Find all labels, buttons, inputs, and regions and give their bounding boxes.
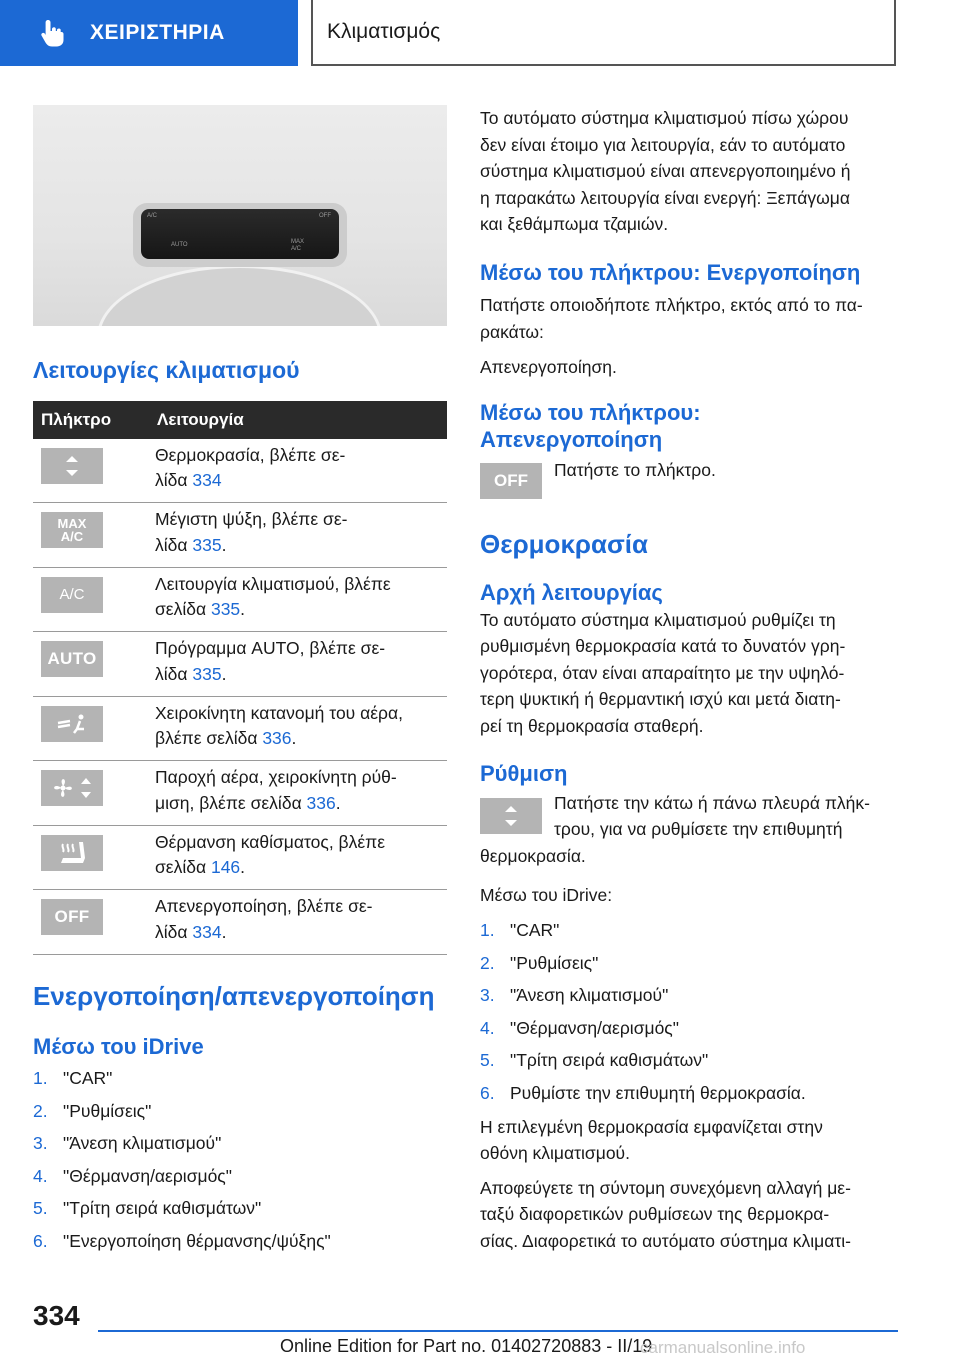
row-description: Λειτουργία κλιματισμού, βλέπε σελίδα 335. bbox=[155, 573, 391, 620]
temperature-up-down-icon bbox=[41, 448, 103, 484]
table-row bbox=[33, 890, 447, 955]
setting-paragraph: Πατήστε την κάτω ή πάνω πλευρά πλήκ- τρου, για να ρυθμίσετε την επιθυμητή θερμοκρασία. bbox=[480, 792, 870, 867]
page-link[interactable]: 334 bbox=[192, 921, 222, 942]
list-item: 5. "Τρίτη σειρά καθισμάτων" bbox=[480, 1050, 709, 1071]
idrive-steps-list bbox=[33, 1062, 447, 1257]
temperature-heading: Θερμοκρασία bbox=[480, 528, 648, 559]
principle-paragraph: Το αυτόματο σύστημα κλιματισμού ρυθμίζει τη ρυθμισμένη θερμοκρασία κατά το δυνατόν γρη- γορότερα, όταν είναι απαραίτητο με την υψηλό- τερη ψυκτική ή θερμαντική ισχύ και μετά διατη- ρεί τη θερμοκρασία σταθερή. bbox=[480, 609, 846, 736]
seat-heating-icon bbox=[41, 835, 103, 871]
key-deactivate-block bbox=[480, 455, 898, 505]
list-item: 3. "Άνεση κλιματισμού" bbox=[480, 985, 669, 1006]
principle-heading: Αρχή λειτουργίας bbox=[480, 580, 663, 606]
avoid-paragraph: Αποφεύγετε τη σύντομη συνεχόμενη αλλαγή με- ταξύ διαφορετικών ρυθμίσεων της θερμοκρα- σίας. Διαφορετικά το αυτόματο σύστημα κλιματι- bbox=[480, 1177, 851, 1251]
hand-pointer-icon bbox=[38, 18, 68, 48]
table-header bbox=[33, 401, 447, 439]
table-row bbox=[33, 697, 447, 762]
setting-block bbox=[480, 790, 898, 870]
off-icon: OFF bbox=[41, 899, 103, 935]
page-link[interactable]: 335 bbox=[192, 534, 222, 555]
row-description: Απενεργοποίηση, βλέπε σε- λίδα 334. bbox=[155, 896, 373, 942]
table-row bbox=[33, 503, 447, 568]
right-column bbox=[480, 105, 898, 1254]
key-activate-heading: Μέσω του πλήκτρου: Ενεργοποίηση bbox=[480, 259, 861, 285]
auto-icon: AUTO bbox=[41, 641, 103, 677]
list-item: 6. Ρυθμίστε την επιθυμητή θερμοκρασία. bbox=[480, 1082, 806, 1103]
table-row bbox=[33, 826, 447, 891]
fan-speed-icon bbox=[41, 770, 103, 806]
key-deactivate-text: Πατήστε το πλήκτρο. bbox=[554, 459, 716, 480]
table-row bbox=[33, 761, 447, 826]
list-item: 4. "Θέρμανση/αερισμός" bbox=[480, 1017, 679, 1038]
page-number: 334 bbox=[33, 1300, 80, 1331]
idrive-heading: Μέσω του iDrive bbox=[33, 1033, 204, 1059]
list-item: 6. "Ενεργοποίηση θέρμανσης/ψύξης" bbox=[33, 1230, 331, 1251]
footer-divider bbox=[98, 1330, 898, 1332]
page-link[interactable]: 146 bbox=[210, 857, 241, 878]
setting-heading: Ρύθμιση bbox=[480, 761, 568, 787]
rear-climate-panel-photo: A/C OFF AUTO MAX A/C bbox=[33, 105, 447, 326]
functions-heading: Λειτουργίες κλιματισμού bbox=[33, 357, 300, 383]
list-item: 1. "CAR" bbox=[480, 920, 560, 941]
section-title: Κλιματισμός bbox=[311, 0, 896, 66]
row-description: Θερμοκρασία, βλέπε σε- λίδα 334 bbox=[155, 444, 346, 491]
idrive-steps-list bbox=[480, 914, 898, 1109]
watermark: carmanualsonline.info bbox=[640, 1338, 806, 1357]
list-item: 1. "CAR" bbox=[33, 1068, 113, 1089]
temperature-up-down-icon bbox=[480, 798, 542, 834]
col-function-header: Λειτουργία bbox=[157, 409, 244, 429]
key-activate-note: Απενεργοποίηση. bbox=[480, 356, 617, 377]
row-description: Μέγιστη ψύξη, βλέπε σε- λίδα 335. bbox=[155, 509, 348, 555]
row-description: Πρόγραμμα AUTO, βλέπε σε- λίδα 335. bbox=[155, 638, 386, 684]
page-link[interactable]: 336 bbox=[262, 728, 292, 749]
air-distribution-icon bbox=[41, 706, 103, 742]
off-icon: OFF bbox=[480, 463, 542, 499]
page-link[interactable]: 335 bbox=[210, 599, 241, 620]
row-description: Χειροκίνητη κατανομή του αέρα, βλέπε σελίδα 336. bbox=[155, 702, 403, 749]
intro-paragraph: Το αυτόματο σύστημα κλιματισμού πίσω χώρου δεν είναι έτοιμο για λειτουργία, εάν το αυτόματο σύστημα κλιματισμού είναι απενεργοποιημένο ή η παρακάτω λειτουργία είναι ενεργή: Ξεπάγωμα και ξεθάμπωμα τζαμιών. bbox=[480, 108, 851, 235]
row-description: Θέρμανση καθίσματος, βλέπε σελίδα 146. bbox=[155, 831, 386, 878]
activation-heading: Ενεργοποίηση/απενεργοποίηση bbox=[33, 980, 435, 1011]
max-ac-icon: MAX A/C bbox=[41, 512, 103, 548]
page-link[interactable]: 334 bbox=[192, 470, 222, 491]
list-item: 3. "Άνεση κλιματισμού" bbox=[33, 1133, 222, 1154]
table-row bbox=[33, 439, 447, 504]
shown-paragraph: Η επιλεγμένη θερμοκρασία εμφανίζεται στην οθόνη κλιματισμού. bbox=[480, 1116, 823, 1164]
table-row bbox=[33, 632, 447, 697]
key-activate-text: Πατήστε οποιοδήποτε πλήκτρο, εκτός από το πα- ρακάτω: bbox=[480, 295, 863, 342]
page-link[interactable]: 335 bbox=[192, 663, 222, 684]
controls-tab[interactable] bbox=[0, 0, 298, 66]
key-deactivate-heading: Μέσω του πλήκτρου: Απενεργοποίηση bbox=[480, 400, 701, 452]
list-item: 2. "Ρυθμίσεις" bbox=[480, 952, 599, 973]
left-column bbox=[33, 105, 447, 1257]
functions-table bbox=[33, 401, 447, 955]
row-description: Παροχή αέρα, χειροκίνητη ρύθ- μιση, βλέπε σελίδα 336. bbox=[155, 767, 397, 813]
controls-tab-label: ΧΕΙΡΙΣΤΗΡΙΑ bbox=[90, 21, 225, 44]
page-link[interactable]: 336 bbox=[306, 792, 336, 813]
list-item: 4. "Θέρμανση/αερισμός" bbox=[33, 1165, 232, 1186]
list-item: 2. "Ρυθμίσεις" bbox=[33, 1100, 152, 1121]
idrive-intro: Μέσω του iDrive: bbox=[480, 884, 613, 905]
ac-icon: A/C bbox=[41, 577, 103, 613]
list-item: 5. "Τρίτη σειρά καθισμάτων" bbox=[33, 1198, 262, 1219]
table-row bbox=[33, 568, 447, 633]
footer-caption: Online Edition for Part no. 01402720883 - II/19 bbox=[280, 1336, 653, 1356]
col-key-header: Πλήκτρο bbox=[41, 409, 112, 429]
